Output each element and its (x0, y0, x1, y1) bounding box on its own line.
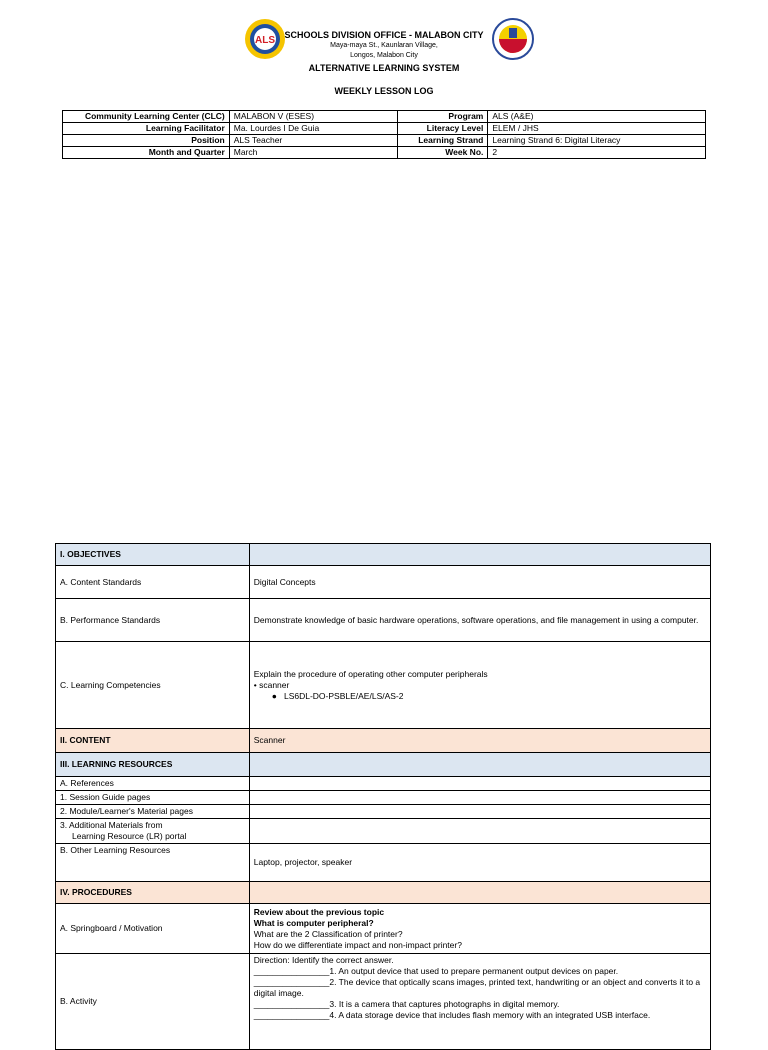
table-row (63, 111, 706, 123)
additional-materials-cell (249, 819, 710, 844)
session-guide-cell (249, 791, 710, 805)
competencies-line: • scanner (253, 679, 290, 690)
springboard-value (249, 904, 710, 954)
als-logo-text: ALS (255, 35, 275, 46)
competencies-value (249, 642, 710, 729)
table-row (56, 642, 711, 729)
performance-standards-label: B. Performance Standards (56, 599, 250, 642)
references-cell (249, 777, 710, 791)
table-row (56, 566, 711, 599)
table-row (56, 819, 711, 844)
activity-label: B. Activity (56, 954, 250, 1050)
table-row (63, 135, 706, 147)
additional-materials-line: Learning Resource (LR) portal (72, 831, 187, 841)
clc-label: Community Learning Center (CLC) (63, 111, 230, 123)
table-row (56, 777, 711, 791)
content-value: Scanner (249, 729, 710, 753)
clc-value: MALABON V (ESES) (229, 111, 398, 123)
table-row (56, 791, 711, 805)
resources-heading: III. LEARNING RESOURCES (56, 753, 250, 777)
address-line-2: Longos, Malabon City (350, 52, 418, 59)
references-label: A. References (56, 777, 250, 791)
table-row (56, 805, 711, 819)
address-line-1: Maya-maya St., Kaunlaran Village, (330, 42, 438, 49)
module-cell (249, 805, 710, 819)
objectives-heading: I. OBJECTIVES (56, 544, 250, 566)
resources-cell (249, 753, 710, 777)
springboard-line: What are the 2 Classification of printer? (253, 928, 403, 939)
module-label: 2. Module/Learner's Material pages (56, 805, 250, 819)
table-row (63, 147, 706, 159)
additional-materials-line: 3. Additional Materials from (60, 820, 163, 830)
content-standards-label: A. Content Standards (56, 566, 250, 599)
program-label: Program (398, 111, 488, 123)
program-value: ALS (A&E) (488, 111, 706, 123)
activity-line: Direction: Identify the correct answer. (253, 955, 394, 965)
strand-label: Learning Strand (398, 135, 488, 147)
table-row (56, 729, 711, 753)
position-value: ALS Teacher (229, 135, 398, 147)
table-row (56, 904, 711, 954)
competencies-line: Explain the procedure of operating other computer peripherals (253, 668, 488, 679)
springboard-line: How do we differentiate impact and non-impact printer? (253, 939, 462, 950)
office-title: SCHOOLS DIVISION OFFICE - MALABON CITY (284, 30, 484, 40)
facilitator-label: Learning Facilitator (63, 123, 230, 135)
activity-value (249, 954, 710, 1050)
activity-line: ________________3. It is a camera that captures photographs in digital memory. (253, 999, 560, 1009)
springboard-label: A. Springboard / Motivation (56, 904, 250, 954)
table-row (63, 123, 706, 135)
table-row (56, 954, 711, 1050)
activity-line: ________________4. A data storage device that includes flash memory with an integrated USB interface. (253, 1010, 651, 1020)
table-row (56, 599, 711, 642)
table-row (56, 544, 711, 566)
document-title: WEEKLY LESSON LOG (334, 86, 434, 96)
week-value: 2 (488, 147, 706, 159)
additional-materials-label (56, 819, 250, 844)
position-label: Position (63, 135, 230, 147)
competency-code: ● LS6DL-DO-PSBLE/AE/LS/AS-2 (271, 690, 404, 701)
table-row (56, 753, 711, 777)
facilitator-value: Ma. Lourdes I De Guia (229, 123, 398, 135)
procedures-cell (249, 882, 710, 904)
content-standards-value: Digital Concepts (249, 566, 710, 599)
table-row (56, 882, 711, 904)
competencies-label: C. Learning Competencies (56, 642, 250, 729)
literacy-label: Literacy Level (398, 123, 488, 135)
session-guide-label: 1. Session Guide pages (56, 791, 250, 805)
springboard-line: What is computer peripheral? (253, 917, 374, 928)
info-table (62, 110, 706, 159)
literacy-value: ELEM / JHS (488, 123, 706, 135)
week-label: Week No. (398, 147, 488, 159)
lesson-plan-table (55, 543, 711, 1050)
month-label: Month and Quarter (63, 147, 230, 159)
strand-value: Learning Strand 6: Digital Literacy (488, 135, 706, 147)
competency-code-text: LS6DL-DO-PSBLE/AE/LS/AS-2 (283, 690, 404, 701)
springboard-line: Review about the previous topic (253, 906, 385, 917)
program-title: ALTERNATIVE LEARNING SYSTEM (308, 63, 460, 73)
activity-line: ________________2. The device that optically scans images, printed text, handwriting or an object and converts it to a digital image. (253, 977, 701, 998)
activity-line: ________________1. An output device that used to prepare permanent output devices on paper. (253, 966, 619, 976)
procedures-heading: IV. PROCEDURES (56, 882, 250, 904)
performance-standards-value: Demonstrate knowledge of basic hardware operations, software operations, and file management in using a computer. (249, 599, 710, 642)
table-row (56, 844, 711, 882)
other-resources-label: B. Other Learning Resources (56, 844, 250, 882)
content-heading: II. CONTENT (56, 729, 250, 753)
objectives-cell (249, 544, 710, 566)
other-resources-value: Laptop, projector, speaker (249, 844, 710, 882)
month-value: March (229, 147, 398, 159)
